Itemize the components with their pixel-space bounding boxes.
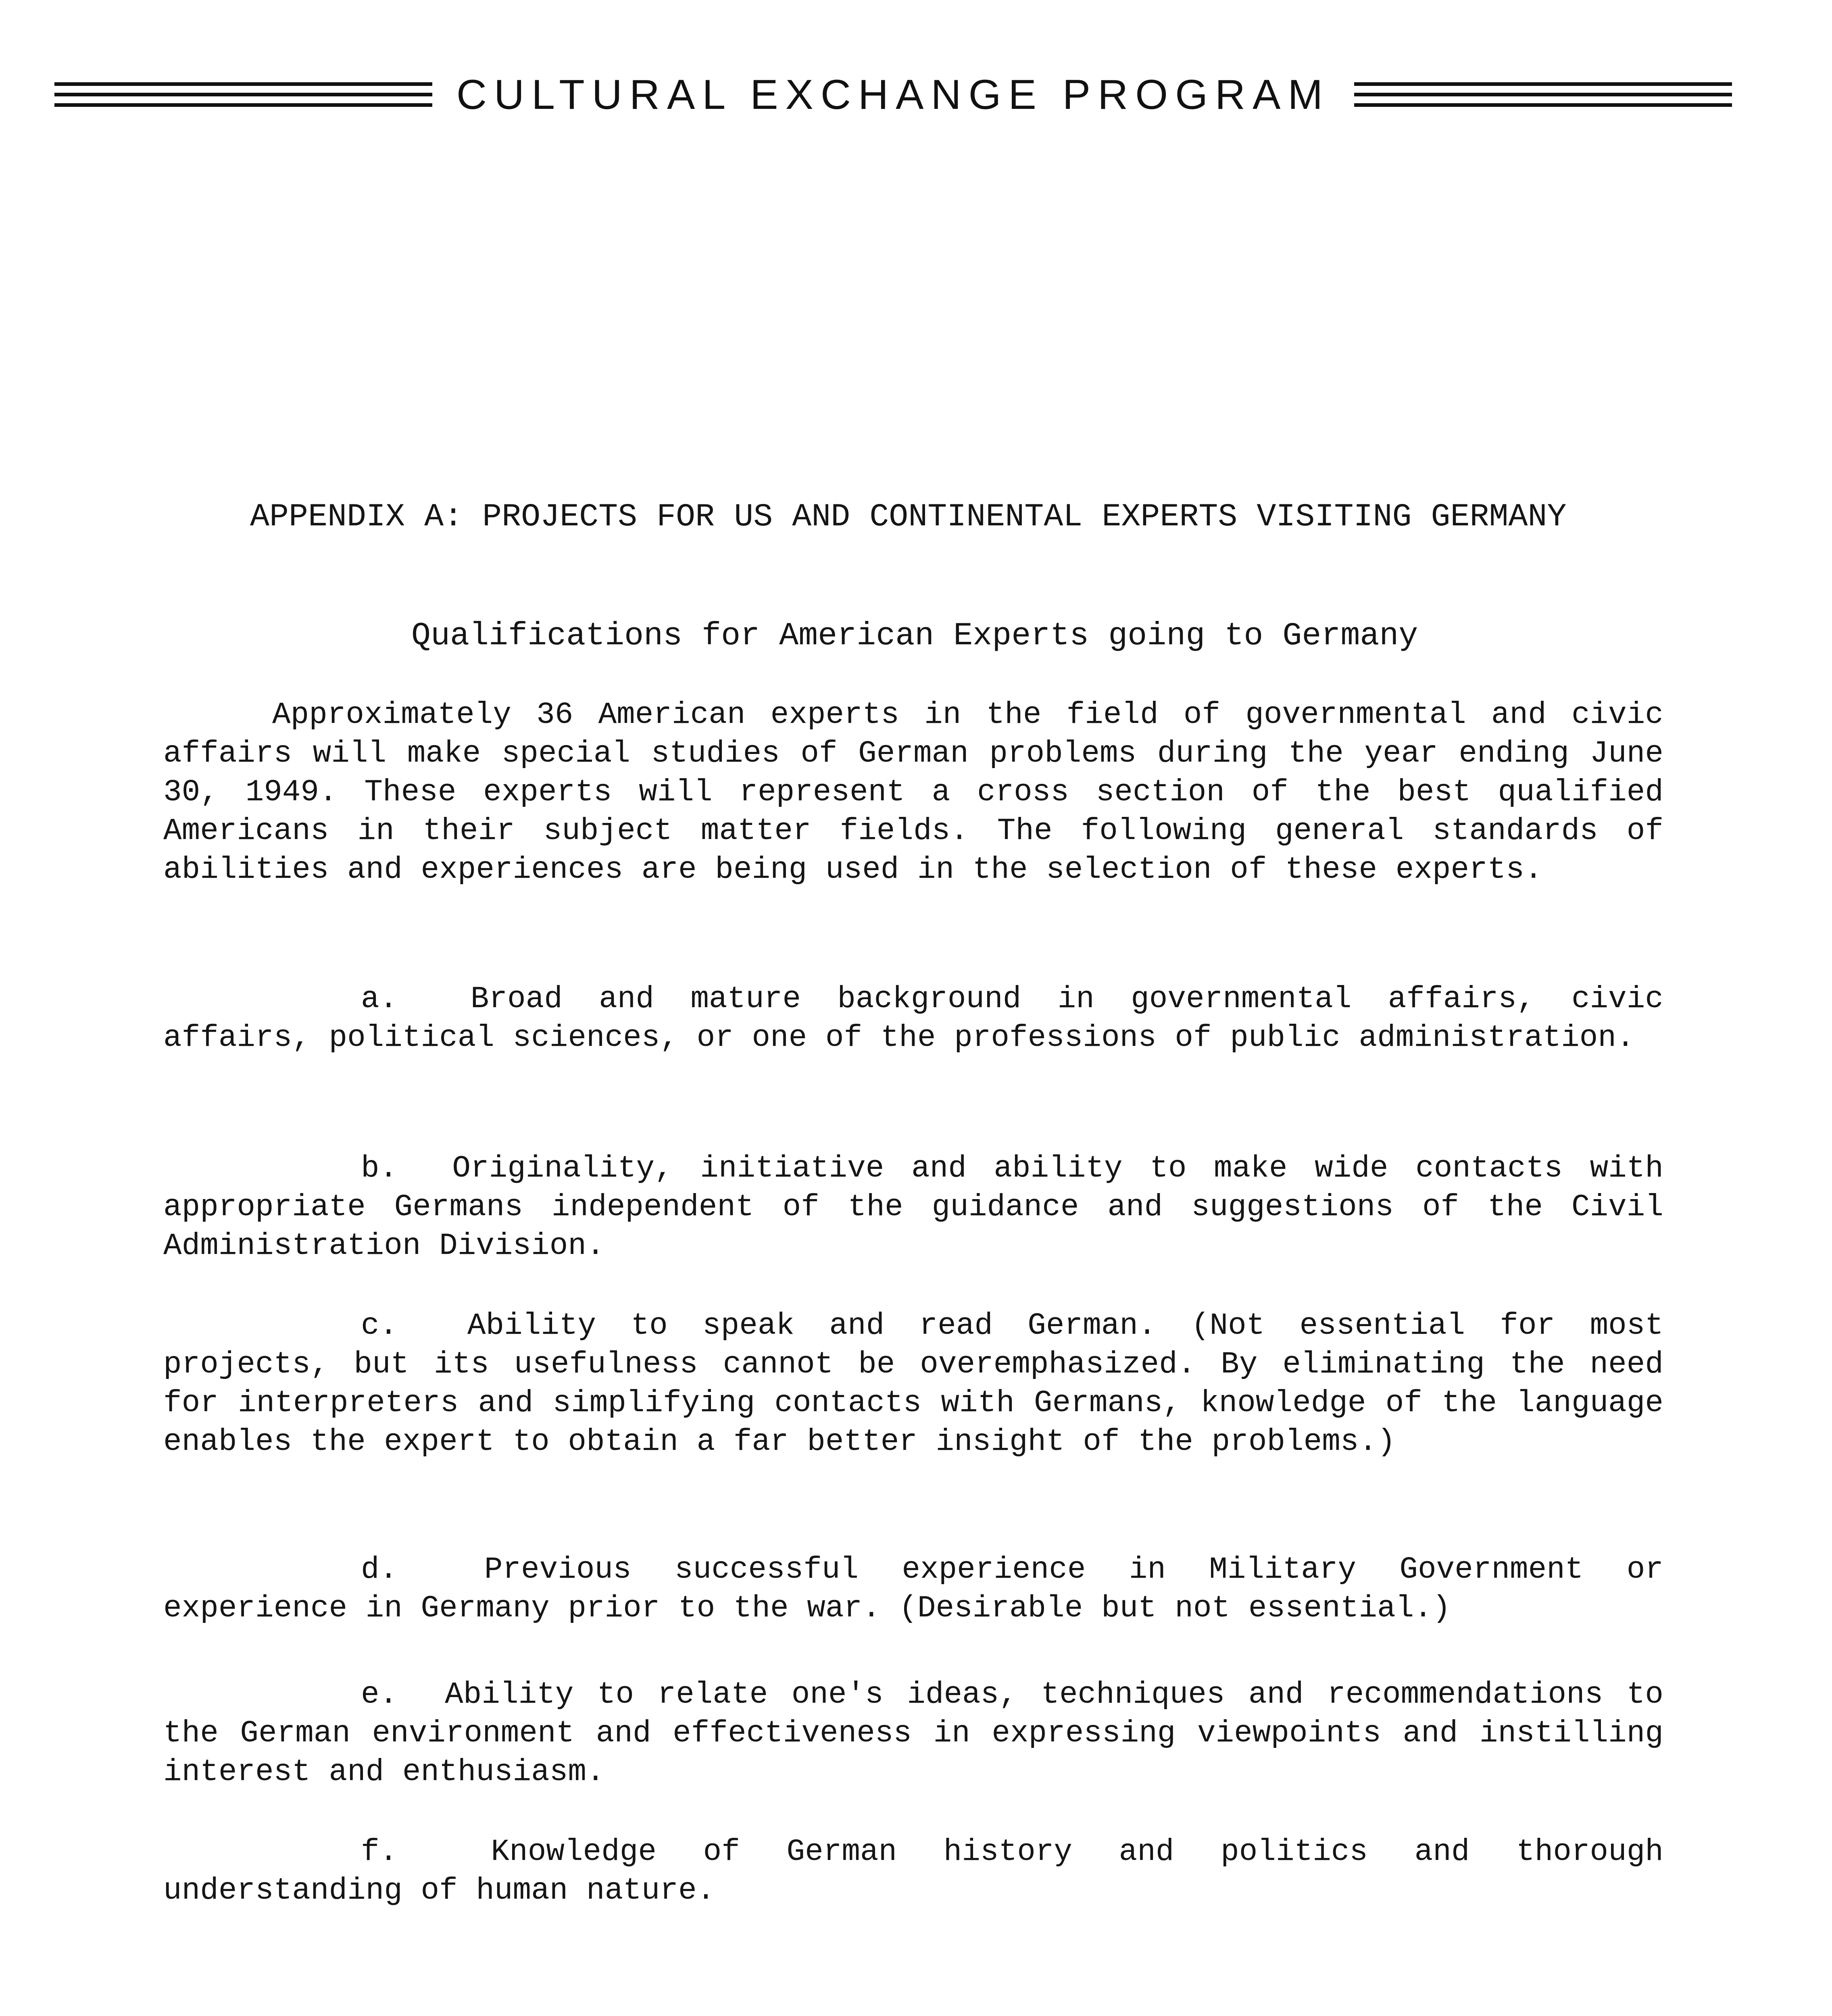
item-letter: d. [361,1552,398,1587]
section-subtitle: Qualifications for American Experts going to Germany [411,618,1418,654]
item-text: Ability to relate one's ideas, techniques and recommendations to the German environment and effectiveness in expressing viewpoints and instilling interest and enthusiasm. [163,1677,1663,1789]
intro-text: Approximately 36 American experts in the field of governmental and civic affairs will make special studies of German problems during the year ending June 30, 1949. These experts will represent a cross section of the best qualified Americans in their subject matter fields. The following general standards of abilities and experiences are being used in the selection of these experts. [163,698,1663,887]
intro-paragraph [163,696,1663,889]
item-text: Ability to speak and read German. (Not essential for most projects, but its usefulness cannot be overemphasized. By eliminating the need for interpreters and simplifying contacts with Germans, knowledge of the language enables the expert to obtain a far better insight of the problems.) [163,1308,1664,1459]
item-letter: a. [361,982,398,1016]
qualification-item-a [163,980,1663,1057]
qualification-item-f [163,1833,1663,1910]
item-text: Originality, initiative and ability to make wide contacts with appropriate Germans independent of the guidance and suggestions of the Civil Administration Division. [163,1151,1663,1263]
qualification-item-b [163,1149,1663,1265]
item-letter: e. [361,1677,398,1712]
item-letter: f. [361,1835,398,1869]
item-text: Previous successful experience in Military Government or experience in Germany prior to the war. (Desirable but not essential.) [163,1552,1664,1626]
program-title: CULTURAL EXCHANGE PROGRAM [456,71,1330,118]
header-bar [54,62,1732,127]
item-text: Knowledge of German history and politics and thorough understanding of human nature. [163,1835,1663,1908]
item-letter: c. [361,1308,398,1343]
appendix-title: APPENDIX A: PROJECTS FOR US AND CONTINENTAL EXPERTS VISITING GERMANY [250,499,1567,535]
qualification-item-e [163,1675,1663,1791]
item-text: Broad and mature background in governmental affairs, civic affairs, political sciences, or one of the professions of public administration. [163,982,1663,1055]
header-left-rules [54,81,432,109]
item-letter: b. [361,1151,398,1186]
header-right-rules [1354,81,1732,109]
qualification-item-c [163,1306,1663,1461]
qualification-item-d [163,1550,1663,1628]
